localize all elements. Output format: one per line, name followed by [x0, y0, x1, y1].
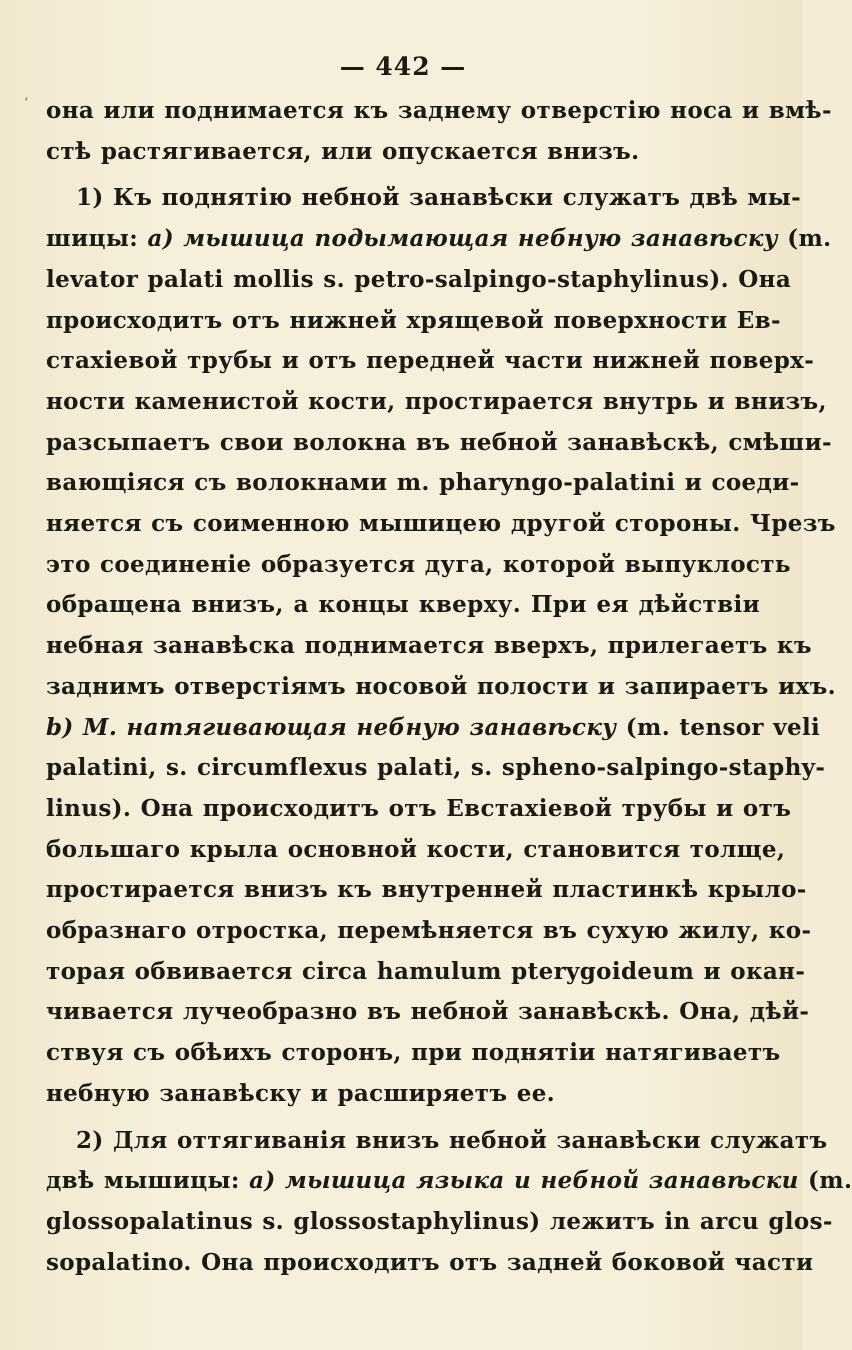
text-line: 2) Для оттягиванія внизъ небной занавѣски служатъ	[76, 1126, 828, 1154]
text-line: небную занавѣску и расширяетъ ее.	[46, 1079, 556, 1107]
text-line: она или поднимается къ заднему отверстію носа и вмѣ-	[46, 97, 832, 124]
text-line: большаго крыла основной кости, становится толще,	[46, 835, 786, 863]
text-line: levator palati mollis s. petro-salpingo-staphylinus). Она	[46, 265, 792, 293]
text-line: вающіяся съ волокнами m. pharyngo-palatini и соеди-	[46, 469, 800, 497]
text-line: это соединеніе образуется дуга, которой выпуклость	[46, 550, 791, 578]
text-line: обращена внизъ, а концы кверху. При ея дѣйствіи	[46, 591, 760, 619]
text-line: стѣ растягивается, или опускается внизъ.	[46, 137, 640, 165]
body-text	[46, 91, 852, 1283]
italic-term: b) M. натягивающая небную занавѣску	[46, 713, 617, 741]
text-line: небная занавѣска поднимается вверхъ, прилегаетъ къ	[46, 632, 812, 660]
text-line: linus). Она происходитъ отъ Евстахіевой трубы и отъ	[46, 794, 792, 822]
text-line: шицы: a) мышица подымающая небную занавѣску (m.	[46, 225, 832, 253]
text-line: чивается лучеобразно въ небной занавѣскѣ. Она, дѣй-	[46, 998, 810, 1026]
text-line: няется съ соименною мышицею другой стороны. Чрезъ	[46, 510, 836, 538]
italic-term: a) мышица языка и небной занавѣски	[249, 1167, 799, 1195]
text-line: разсыпаетъ свои волокна въ небной занавѣскѣ, смѣши-	[46, 428, 832, 456]
text-line: простирается внизъ къ внутренней пластинкѣ крыло-	[46, 876, 807, 904]
text-line: b) M. натягивающая небную занавѣску (m. tensor veli	[46, 713, 821, 741]
text-line: 1) Къ поднятію небной занавѣски служатъ двѣ мы-	[76, 184, 802, 212]
text-line: ствуя съ обѣихъ сторонъ, при поднятіи натягиваетъ	[46, 1039, 781, 1067]
text-line: стахіевой трубы и отъ передней части нижней поверх-	[46, 347, 815, 375]
text-line: glossopalatinus s. glossostaphylinus) лежитъ in arcu glos-	[46, 1207, 833, 1235]
text-line: образнаго отростка, перемѣняется въ сухую жилу, ко-	[46, 917, 812, 945]
margin-mark: ʻ	[24, 96, 29, 111]
text-line: заднимъ отверстіямъ носовой полости и запираетъ ихъ.	[46, 672, 836, 700]
text-line: ности каменистой кости, простирается внутрь и внизъ,	[46, 387, 827, 415]
text-line: sopalatino. Она происходитъ отъ задней боковой части	[46, 1248, 814, 1276]
page-number: — 442 —	[339, 52, 467, 81]
text-line: происходитъ отъ нижней хрящевой поверхности Ев-	[46, 306, 781, 334]
text-line: торая обвивается circa hamulum pterygoideum и окан-	[46, 957, 806, 985]
text-line: palatini, s. circumflexus palati, s. spheno-salpingo-staphy-	[46, 754, 826, 782]
italic-term: a) мышица подымающая небную занавѣску	[147, 225, 778, 253]
text-line: двѣ мышицы: a) мышица языка и небной занавѣски (m.	[46, 1167, 852, 1195]
